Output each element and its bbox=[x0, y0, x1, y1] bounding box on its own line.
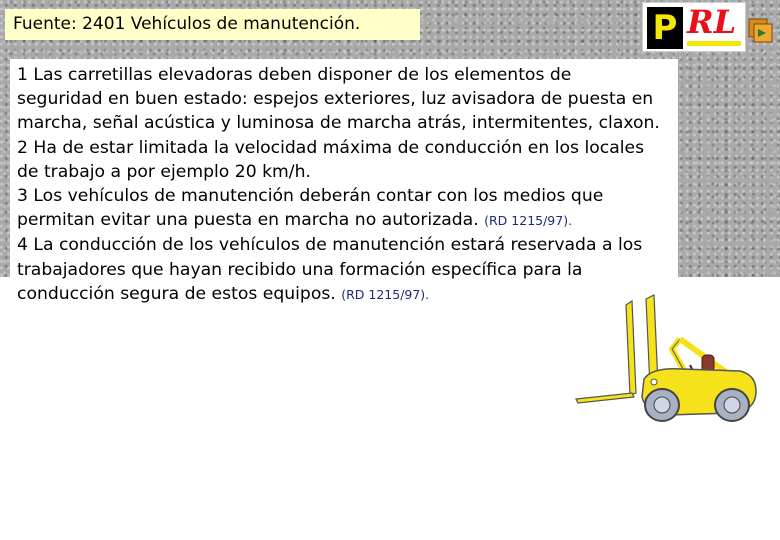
content-text bbox=[17, 63, 682, 307]
content-line: marcha, señal acústica y luminosa de marcha atrás, intermitentes, claxon. bbox=[17, 113, 660, 134]
legal-reference: (RD 1215/97). bbox=[484, 213, 573, 229]
prl-logo[interactable] bbox=[642, 2, 776, 52]
content-line: seguridad en buen estado: espejos exteriores, luz avisadora de puesta en bbox=[17, 89, 654, 110]
logo-box bbox=[642, 2, 746, 52]
content-line: 1 Las carretillas elevadoras deben disponer de los elementos de bbox=[17, 65, 572, 85]
logo-letter-p: P bbox=[647, 7, 683, 49]
content-line bbox=[17, 208, 682, 233]
content-line: 3 Los vehículos de manutención deberán contar con los medios que bbox=[17, 186, 604, 207]
source-label bbox=[5, 9, 420, 40]
forklift-illustration bbox=[572, 287, 780, 437]
content-line: de trabajo a por ejemplo 20 km/h. bbox=[17, 161, 311, 182]
source-text: Fuente: 2401 Vehículos de manutención. bbox=[13, 14, 361, 34]
content-line-text: conducción segura de estos equipos. bbox=[17, 283, 336, 304]
legal-reference: (RD 1215/97). bbox=[341, 286, 430, 302]
content-line-text: permitan evitar una puesta en marcha no autorizada. bbox=[17, 210, 479, 231]
content-line: 4 La conducción de los vehículos de manutención estará reservada a los bbox=[17, 235, 643, 256]
content-line: 2 Ha de estar limitada la velocidad máxima de conducción en los locales bbox=[17, 137, 645, 158]
logo-letters-rl: RL bbox=[687, 3, 737, 41]
content-panel bbox=[10, 59, 678, 303]
logo-underline bbox=[687, 41, 741, 46]
content-line: trabajadores que hayan recibido una formación específica para la bbox=[17, 259, 583, 280]
next-arrow-icon[interactable] bbox=[746, 16, 776, 44]
